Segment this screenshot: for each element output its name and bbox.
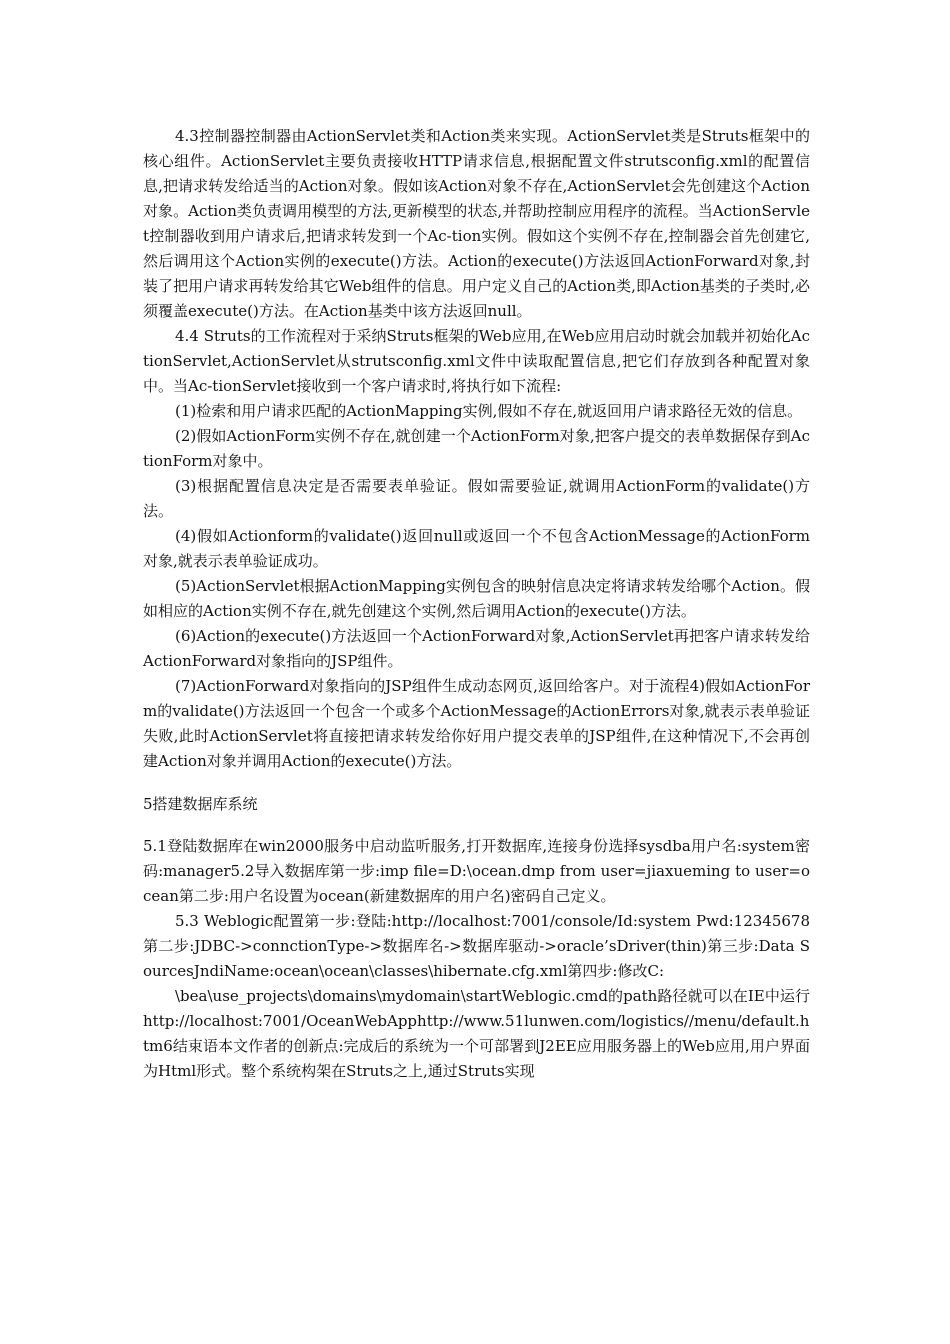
list-item-step-6: (6)Action的execute()方法返回一个ActionForward对象,ActionServlet再把客户请求转发给ActionForward对象指向的JSP组件。 [143,627,810,670]
paragraph-5-1-database-login: 5.1登陆数据库在win2000服务中启动监听服务,打开数据库,连接身份选择sysdba用户名:system密码:manager5.2导入数据库第一步:imp file=D:\ocean.dmp from user=jiaxueming to user=ocean第二步:用户名设置为ocean(新建数据库的用户名)密码自己定义。 [143,837,810,905]
list-item-step-2: (2)假如ActionForm实例不存在,就创建一个ActionForm对象,把客户提交的表单数据保存到ActionForm对象中。 [143,427,810,470]
list-item-step-7: (7)ActionForward对象指向的JSP组件生成动态网页,返回给客户。对于流程4)假如ActionForm的validate()方法返回一个包含一个或多个ActionMessage的ActionErrors对象,就表示表单验证失败,此时ActionServlet将直接把请求转发给你好用户提交表单的JSP组件,在这种情况下,不会再创建Action对象并调用Action的execute()方法。 [143,677,810,770]
list-item-step-3: (3)根据配置信息决定是否需要表单验证。假如需要验证,就调用ActionForm的validate()方法。 [143,477,810,520]
list-item-step-5: (5)ActionServlet根据ActionMapping实例包含的映射信息决定将请求转发给哪个Action。假如相应的Action实例不存在,就先创建这个实例,然后调用Action的execute()方法。 [143,577,810,620]
list-item-step-4: (4)假如Actionform的validate()返回null或返回一个不包含ActionMessage的ActionForm对象,就表示表单验证成功。 [143,527,810,570]
paragraph-path-and-conclusion: \bea\use_projects\domains\mydomain\startWeblogic.cmd的path路径就可以在IE中运行http://localhost:7001/OceanWebApphttp://www.51lunwen.com/logistics//menu/default.htm6结束语本文作者的创新点:完成后的系统为一个可部署到J2EE应用服务器上的Web应用,用户界面为Html形式。整个系统构架在Struts之上,通过Struts实现 [143,987,810,1080]
paragraph-4-4-struts-workflow: 4.4 Struts的工作流程对于采纳Struts框架的Web应用,在Web应用启动时就会加载并初始化ActionServlet,ActionServlet从strutsconfig.xml文件中读取配置信息,把它们存放到各种配置对象中。当Ac-tionServlet接收到一个客户请求时,将执行如下流程: [143,327,810,395]
list-item-step-1: (1)检索和用户请求匹配的ActionMapping实例,假如不存在,就返回用户请求路径无效的信息。 [175,402,803,420]
document-body [143,124,810,1084]
paragraph-4-3-controller: 4.3控制器控制器由ActionServlet类和Action类来实现。ActionServlet类是Struts框架中的核心组件。ActionServlet主要负责接收HTTP请求信息,根据配置文件strutsconfig.xml的配置信息,把请求转发给适当的Action对象。假如该Action对象不存在,ActionServlet会先创建这个Action对象。Action类负责调用模型的方法,更新模型的状态,并帮助控制应用程序的流程。当ActionServlet控制器收到用户请求后,把请求转发到一个Ac-tion实例。假如这个实例不存在,控制器会首先创建它,然后调用这个Action实例的execute()方法。Action的execute()方法返回ActionForward对象,封装了把用户请求再转发给其它Web组件的信息。用户定义自己的Action类,即Action基类的子类时,必须覆盖execute()方法。在Action基类中该方法返回null。 [143,127,810,320]
paragraph-5-3-weblogic-config: 5.3 Weblogic配置第一步:登陆:http://localhost:7001/console/Id:system Pwd:12345678第二步:JDBC->connctionType->数据库名->数据库驱动->oracle’sDriver(thin)第三步:Data SourcesJndiName:ocean\ocean\classes\hibernate.cfg.xml第四步:修改C: [143,912,810,980]
section-heading-5: 5搭建数据库系统 [143,795,258,813]
